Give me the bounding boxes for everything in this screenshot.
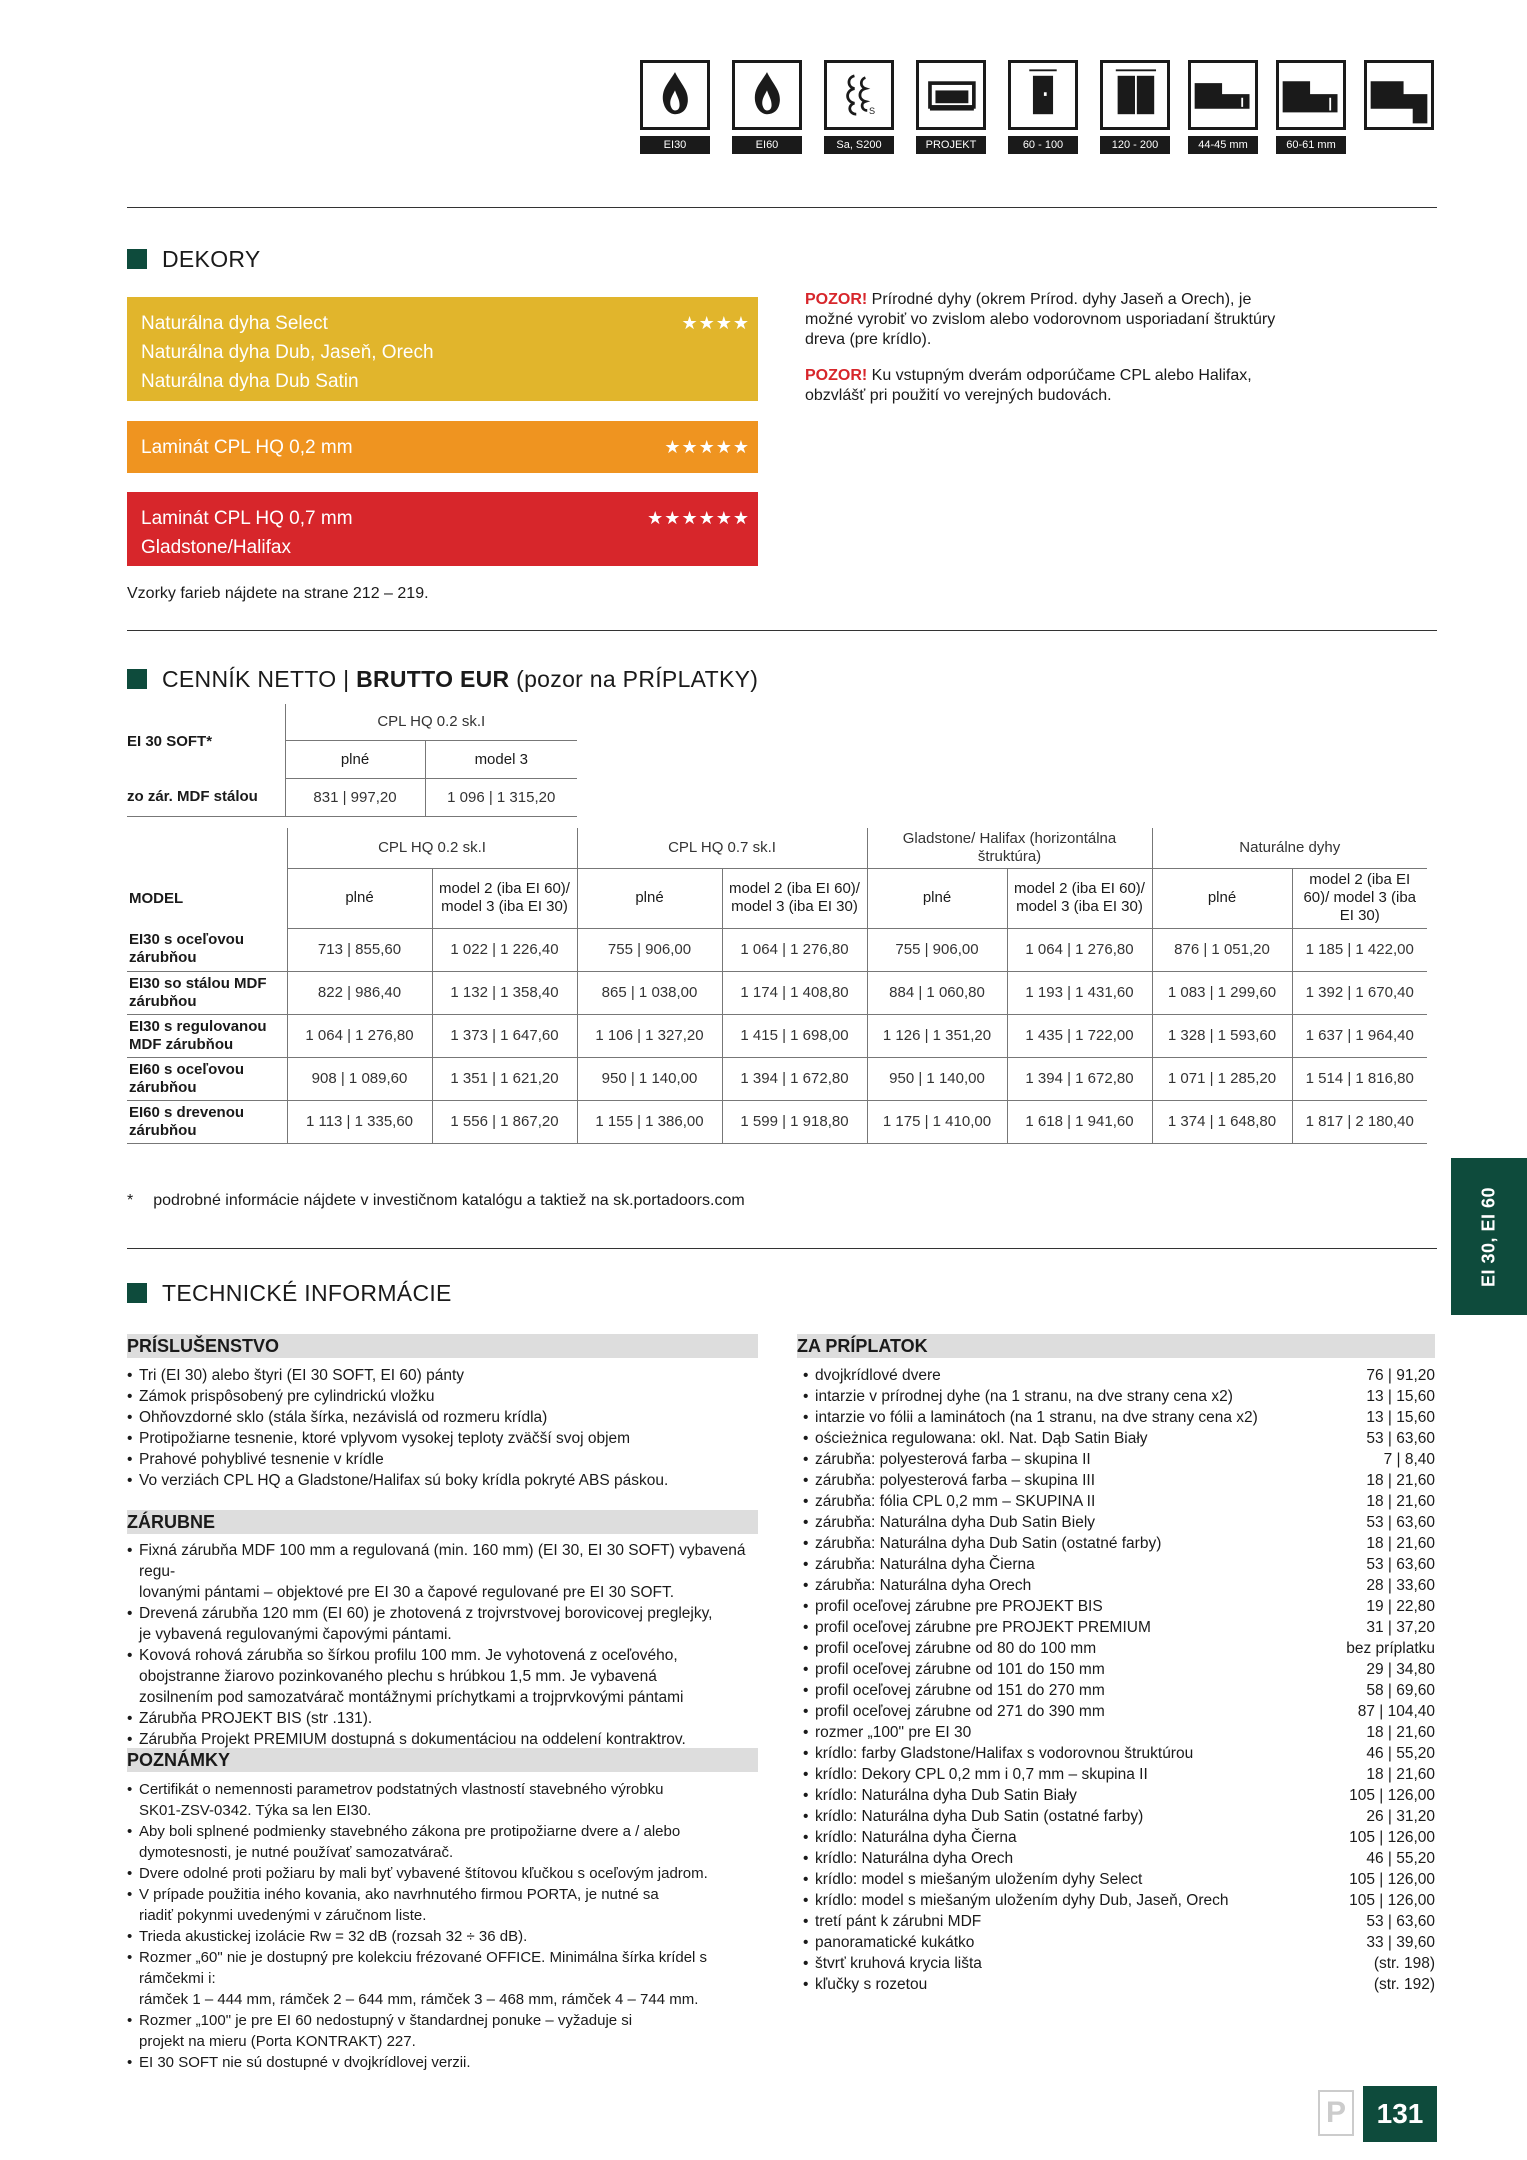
icon-label: EI60 (732, 136, 802, 154)
surcharge-price: 18 | 21,60 (1366, 1535, 1435, 1552)
divider (127, 207, 1437, 208)
col-header-plne: plné (1152, 868, 1292, 928)
price-cell: 755 | 906,00 (867, 928, 1007, 971)
price-cell: 1 083 | 1 299,60 (1152, 971, 1292, 1014)
list-item (803, 1575, 1435, 1596)
zarubne-list (127, 1540, 772, 1750)
row-label: EI60 s drevenou zárubňou (127, 1100, 287, 1143)
porta-logo-icon: P (1318, 2090, 1354, 2136)
surcharge-label: • krídlo: farby Gladstone/Halifax s vodorovnou štruktúrou (815, 1745, 1194, 1762)
list-item: • Certifikát o nemennosti parametrov podstatných vlastností stavebného výrobku SK01-ZSV-0342. Týka sa len EI30. (127, 1779, 772, 1821)
col-header-model: model 2 (iba EI 60)/ model 3 (iba EI 30) (1292, 868, 1427, 928)
list-item (803, 1911, 1435, 1932)
list-item: • Kovová rohová zárubňa so šírkou profilu 100 mm. Je vyhotovená z oceľového, obojstranne žiarovo pozinkovaného plechu s hrúbkou 1,5 mm. Je vybavená zosilnením pod samozatvárač montážnymi príchytkami a trojprvkovými pántami (127, 1645, 772, 1708)
list-item: • Zámok prispôsobený pre cylindrickú vložku (127, 1386, 767, 1407)
table-row (127, 1100, 1427, 1143)
soft-col-model3: model 3 (425, 740, 577, 778)
surcharge-label: • krídlo: Naturálna dyha Orech (815, 1850, 1014, 1867)
priplatok-list (803, 1365, 1435, 1995)
decor-yellow-line: Naturálna dyha Select (141, 313, 328, 334)
price-cell: 1 394 | 1 672,80 (722, 1057, 867, 1100)
surcharge-price: 19 | 22,80 (1366, 1598, 1435, 1615)
samples-note: Vzorky farieb nájdete na strane 212 – 219. (127, 585, 429, 602)
list-item (803, 1554, 1435, 1575)
subsection-zarubne: ZÁRUBNE (127, 1510, 758, 1534)
surcharge-price: 18 | 21,60 (1366, 1724, 1435, 1741)
col-header-plne: plné (577, 868, 722, 928)
list-item (803, 1449, 1435, 1470)
list-item (803, 1785, 1435, 1806)
surcharge-label: • intarzie vo fólii a laminátoch (na 1 stranu, na dve strany cena x2) (815, 1409, 1258, 1426)
list-item: • Drevená zárubňa 120 mm (EI 60) je zhotovená z trojvrstvovej borovicovej preglejky, je vybavená regulovanými čapovými pántami. (127, 1603, 772, 1645)
price-cell: 1 618 | 1 941,60 (1007, 1100, 1152, 1143)
list-item (803, 1512, 1435, 1533)
price-table-soft (127, 704, 577, 817)
list-item (803, 1491, 1435, 1512)
price-cell: 1 185 | 1 422,00 (1292, 928, 1427, 971)
list-item: • Protipožiarne tesnenie, ktoré vplyvom vysokej teploty zväčší svoj objem (127, 1428, 767, 1449)
list-item (803, 1743, 1435, 1764)
price-cell: 713 | 855,60 (287, 928, 432, 971)
price-cell: 865 | 1 038,00 (577, 971, 722, 1014)
list-item: • Fixná zárubňa MDF 100 mm a regulovaná (min. 160 mm) (EI 30, EI 30 SOFT) vybavená regu- lovanými pántami – objektové pre EI 30 a čapové regulované pre EI 30 SOFT. (127, 1540, 772, 1603)
surcharge-price: 28 | 33,60 (1366, 1577, 1435, 1594)
decor-red-box (127, 492, 758, 566)
list-item (803, 1428, 1435, 1449)
surcharge-label: • zárubňa: Naturálna dyha Orech (815, 1577, 1032, 1594)
surcharge-price: (str. 192) (1373, 1976, 1435, 1993)
list-item (803, 1953, 1435, 1974)
list-item (803, 1386, 1435, 1407)
price-cell: 1 064 | 1 276,80 (722, 928, 867, 971)
surcharge-label: • zárubňa: Naturálna dyha Čierna (815, 1556, 1035, 1573)
price-cell: 950 | 1 140,00 (867, 1057, 1007, 1100)
poznamky-list (127, 1779, 772, 2073)
price-cell: 822 | 986,40 (287, 971, 432, 1014)
list-item (803, 1764, 1435, 1785)
surcharge-label: • zárubňa: fólia CPL 0,2 mm – SKUPINA II (815, 1493, 1096, 1510)
row-label: EI30 so stálou MDF zárubňou (127, 971, 287, 1014)
price-cell: 1 113 | 1 335,60 (287, 1100, 432, 1143)
surcharge-price: 53 | 63,60 (1366, 1556, 1435, 1573)
price-cell: 1 514 | 1 816,80 (1292, 1057, 1427, 1100)
price-cell: 1 435 | 1 722,00 (1007, 1014, 1152, 1057)
single-door-icon (1008, 60, 1078, 130)
price-cell: 1 193 | 1 431,60 (1007, 971, 1152, 1014)
surcharge-price: (str. 198) (1373, 1955, 1435, 1972)
price-cell: 950 | 1 140,00 (577, 1057, 722, 1100)
price-table-main (127, 828, 1427, 1144)
surcharge-label: • krídlo: model s miešaným uložením dyhy Dub, Jaseň, Orech (815, 1892, 1229, 1909)
list-item (803, 1617, 1435, 1638)
surcharge-price: 105 | 126,00 (1349, 1871, 1435, 1888)
page-number: 131 (1363, 2086, 1437, 2142)
price-cell: 1 599 | 1 918,80 (722, 1100, 867, 1143)
surcharge-label: • tretí pánt k zárubni MDF (815, 1913, 982, 1930)
smoke-icon (824, 60, 894, 130)
thickness-60-icon (1276, 60, 1346, 130)
surcharge-label: • štvrť kruhová krycia lišta (815, 1955, 982, 1972)
surcharge-price: 31 | 37,20 (1366, 1619, 1435, 1636)
surcharge-price: 18 | 21,60 (1366, 1493, 1435, 1510)
col-header-model: model 2 (iba EI 60)/ model 3 (iba EI 30) (722, 868, 867, 928)
list-item (803, 1638, 1435, 1659)
list-item: • Zárubňa PROJEKT BIS (str .131). (127, 1708, 772, 1729)
divider (127, 1248, 1437, 1249)
col-header-plne: plné (867, 868, 1007, 928)
surcharge-price: 105 | 126,00 (1349, 1829, 1435, 1846)
icon-label: 60 - 100 (1008, 136, 1078, 154)
flame-icon (732, 60, 802, 130)
surcharge-label: • profil oceľovej zárubne pre PROJEKT PREMIUM (815, 1619, 1151, 1636)
price-cell: 876 | 1 051,20 (1152, 928, 1292, 971)
list-item: • Ohňovzdorné sklo (stála šírka, nezávislá od rozmeru krídla) (127, 1407, 767, 1428)
list-item (803, 1407, 1435, 1428)
icon-label: 60-61 mm (1276, 136, 1346, 154)
list-item: • Rozmer „100" je pre EI 60 nedostupný v štandardnej ponuke – vyžaduje si projekt na mieru (Porta KONTRAKT) 227. (127, 2010, 772, 2052)
group-header: CPL HQ 0.7 sk.I (577, 828, 867, 868)
surcharge-price: 46 | 55,20 (1366, 1850, 1435, 1867)
rebate-icon (1364, 60, 1434, 130)
col-header-model: model 2 (iba EI 60)/ model 3 (iba EI 30) (432, 868, 577, 928)
group-header: Gladstone/ Halifax (horizontálna štruktúra) (867, 828, 1152, 868)
surcharge-price: 18 | 21,60 (1366, 1472, 1435, 1489)
decor-notes (805, 290, 1285, 422)
footnote: * podrobné informácie nájdete v investičnom katalógu a taktiež na sk.portadoors.com (127, 1192, 745, 1209)
surcharge-label: • profil oceľovej zárubne od 151 do 270 mm (815, 1682, 1105, 1699)
subsection-prislusenstvo: PRÍSLUŠENSTVO (127, 1334, 758, 1358)
surcharge-label: • profil oceľovej zárubne od 80 do 100 mm (815, 1640, 1097, 1657)
surcharge-price: 53 | 63,60 (1366, 1514, 1435, 1531)
col-header-model: model 2 (iba EI 60)/ model 3 (iba EI 30) (1007, 868, 1152, 928)
price-cell: 1 064 | 1 276,80 (1007, 928, 1152, 971)
note-paragraph: POZOR! Ku vstupným dverám odporúčame CPL alebo Halifax, obzvlášť pri použití vo verejných budovách. (805, 367, 1252, 404)
list-item: • V prípade použitia iného kovania, ako navrhnutého firmou PORTA, je nutné sa riadiť pokynmi uvedenými v záručnom liste. (127, 1884, 772, 1926)
list-item (803, 1701, 1435, 1722)
icon-label: 120 - 200 (1100, 136, 1170, 154)
icon-label: Sa, S200 (824, 136, 894, 154)
decor-orange-box (127, 421, 758, 473)
surcharge-price: 26 | 31,20 (1366, 1808, 1435, 1825)
surcharge-price: 58 | 69,60 (1366, 1682, 1435, 1699)
surcharge-price: 53 | 63,60 (1366, 1913, 1435, 1930)
surcharge-label: • zárubňa: Naturálna dyha Dub Satin Biely (815, 1514, 1096, 1531)
list-item (803, 1533, 1435, 1554)
surcharge-price: 46 | 55,20 (1366, 1745, 1435, 1762)
soft-row-label: zo zár. MDF stálou (127, 778, 285, 816)
surcharge-price: 13 | 15,60 (1366, 1409, 1435, 1426)
divider (127, 630, 1437, 631)
list-item: • Vo verziách CPL HQ a Gladstone/Halifax sú boky krídla pokryté ABS páskou. (127, 1470, 767, 1491)
decor-yellow-line: Naturálna dyha Dub Satin (141, 371, 359, 392)
rating-stars: ★★★★★★ (647, 508, 750, 528)
project-door-icon (916, 60, 986, 130)
surcharge-label: • intarzie v prírodnej dyhe (na 1 stranu, na dve strany cena x2) (815, 1388, 1233, 1405)
list-item (803, 1932, 1435, 1953)
surcharge-price: 105 | 126,00 (1349, 1892, 1435, 1909)
price-cell: 1 155 | 1 386,00 (577, 1100, 722, 1143)
list-item (803, 1827, 1435, 1848)
list-item (803, 1974, 1435, 1995)
surcharge-label: • krídlo: model s miešaným uložením dyhy Select (815, 1871, 1143, 1888)
surcharge-label: • krídlo: Naturálna dyha Dub Satin Biały (815, 1787, 1077, 1804)
rating-stars: ★★★★★ (664, 437, 750, 457)
price-cell: 1 351 | 1 621,20 (432, 1057, 577, 1100)
surcharge-price: 7 | 8,40 (1383, 1451, 1435, 1468)
list-item: • Trieda akustickej izolácie Rw = 32 dB (rozsah 32 ÷ 36 dB). (127, 1926, 772, 1947)
surcharge-label: • profil oceľovej zárubne od 101 do 150 mm (815, 1661, 1105, 1678)
price-cell: 1 817 | 2 180,40 (1292, 1100, 1427, 1143)
table-row (127, 928, 1427, 971)
side-tab: EI 30, EI 60 (1451, 1158, 1527, 1315)
price-cell: 1 064 | 1 276,80 (287, 1014, 432, 1057)
group-header: Naturálne dyhy (1152, 828, 1427, 868)
price-cell: 1 392 | 1 670,40 (1292, 971, 1427, 1014)
price-cell: 1 126 | 1 351,20 (867, 1014, 1007, 1057)
section-marker-icon (127, 1283, 147, 1303)
price-cell: 1 394 | 1 672,80 (1007, 1057, 1152, 1100)
surcharge-price: 13 | 15,60 (1366, 1388, 1435, 1405)
price-cell: 1 415 | 1 698,00 (722, 1014, 867, 1057)
rating-stars: ★★★★ (681, 313, 750, 333)
price-cell: 1 022 | 1 226,40 (432, 928, 577, 971)
list-item (803, 1806, 1435, 1827)
price-cell: 1 637 | 1 964,40 (1292, 1014, 1427, 1057)
list-item: • Prahové pohyblivé tesnenie v krídle (127, 1449, 767, 1470)
decor-yellow-line: Naturálna dyha Dub, Jaseň, Orech (141, 342, 434, 363)
soft-price: 831 | 997,20 (285, 778, 425, 816)
surcharge-price: 18 | 21,60 (1366, 1766, 1435, 1783)
icon-label: PROJEKT (916, 136, 986, 154)
list-item (803, 1659, 1435, 1680)
surcharge-price: 105 | 126,00 (1349, 1787, 1435, 1804)
section-marker-icon (127, 669, 147, 689)
surcharge-label: • ościeżnica regulowana: okl. Nat. Dąb Satin Biały (815, 1430, 1148, 1447)
section-title-tech: TECHNICKÉ INFORMÁCIE (127, 1280, 452, 1307)
price-cell: 1 132 | 1 358,40 (432, 971, 577, 1014)
row-label: EI30 s oceľovou zárubňou (127, 928, 287, 971)
surcharge-label: • krídlo: Naturálna dyha Čierna (815, 1829, 1017, 1846)
soft-group-header: CPL HQ 0.2 sk.I (285, 704, 577, 740)
section-title-dekory: DEKORY (127, 246, 261, 273)
price-cell: 1 106 | 1 327,20 (577, 1014, 722, 1057)
surcharge-price: 29 | 34,80 (1366, 1661, 1435, 1678)
model-header: MODEL (129, 889, 184, 907)
surcharge-label: • zárubňa: polyesterová farba – skupina II (815, 1451, 1091, 1468)
surcharge-label: • rozmer „100" pre EI 30 (815, 1724, 972, 1741)
surcharge-label: • panoramatické kukátko (815, 1934, 975, 1951)
soft-model-label: EI 30 SOFT* (127, 732, 213, 750)
surcharge-price: 76 | 91,20 (1366, 1367, 1435, 1384)
surcharge-label: • zárubňa: polyesterová farba – skupina III (815, 1472, 1096, 1489)
icon-label: EI30 (640, 136, 710, 154)
price-cell: 755 | 906,00 (577, 928, 722, 971)
list-item (803, 1890, 1435, 1911)
list-item: • Dvere odolné proti požiaru by mali byť vybavené štítovou kľučkou s oceľovým jadrom. (127, 1863, 772, 1884)
surcharge-label: • krídlo: Naturálna dyha Dub Satin (ostatné farby) (815, 1808, 1144, 1825)
table-row (127, 1014, 1427, 1057)
decor-red-line: Laminát CPL HQ 0,7 mm (141, 508, 353, 529)
price-cell: 908 | 1 089,60 (287, 1057, 432, 1100)
price-cell: 1 556 | 1 867,20 (432, 1100, 577, 1143)
list-item: • Rozmer „60" nie je dostupný pre kolekciu frézované OFFICE. Minimálna šírka krídel s rámčekmi i: rámček 1 – 444 mm, rámček 2 – 644 mm, rámček 3 – 468 mm, rámček 4 – 744 mm. (127, 1947, 772, 2010)
table-row (127, 971, 1427, 1014)
note-paragraph: POZOR! Prírodné dyhy (okrem Prírod. dyhy Jaseň a Orech), je možné vyrobiť vo zvislom alebo vodorovnom usporiadaní štruktúry dreva (pre krídlo). (805, 291, 1276, 348)
surcharge-label: • profil oceľovej zárubne pre PROJEKT BIS (815, 1598, 1103, 1615)
icon-label: 44-45 mm (1188, 136, 1258, 154)
svg-text:S: S (869, 106, 876, 117)
list-item: • EI 30 SOFT nie sú dostupné v dvojkrídlovej verzii. (127, 2052, 772, 2073)
surcharge-price: 33 | 39,60 (1366, 1934, 1435, 1951)
surcharge-price: 87 | 104,40 (1357, 1703, 1435, 1720)
list-item (803, 1848, 1435, 1869)
list-item (803, 1869, 1435, 1890)
price-cell: 1 071 | 1 285,20 (1152, 1057, 1292, 1100)
surcharge-label: • zárubňa: Naturálna dyha Dub Satin (ostatné farby) (815, 1535, 1162, 1552)
soft-col-plne: plné (285, 740, 425, 778)
list-item: • Zárubňa Projekt PREMIUM dostupná s dokumentáciou na oddelení kontraktrov. (127, 1729, 772, 1750)
list-item (803, 1680, 1435, 1701)
decor-orange-line: Laminát CPL HQ 0,2 mm (141, 437, 353, 458)
price-cell: 1 373 | 1 647,60 (432, 1014, 577, 1057)
surcharge-price: bez príplatku (1346, 1640, 1435, 1657)
surcharge-price: 53 | 63,60 (1366, 1430, 1435, 1447)
subsection-priplatok: ZA PRÍPLATOK (797, 1334, 1435, 1358)
flame-icon (640, 60, 710, 130)
subsection-poznamky: POZNÁMKY (127, 1748, 758, 1772)
decor-yellow-box (127, 297, 758, 401)
list-item: • Tri (EI 30) alebo štyri (EI 30 SOFT, EI 60) pánty (127, 1365, 767, 1386)
surcharge-label: • profil oceľovej zárubne od 271 do 390 mm (815, 1703, 1105, 1720)
prislusenstvo-list (127, 1365, 767, 1491)
list-item (803, 1596, 1435, 1617)
row-label: EI30 s regulovanou MDF zárubňou (127, 1014, 287, 1057)
list-item (803, 1470, 1435, 1491)
table-row (127, 1057, 1427, 1100)
section-marker-icon (127, 249, 147, 269)
col-header-plne: plné (287, 868, 432, 928)
row-label: EI60 s oceľovou zárubňou (127, 1057, 287, 1100)
soft-price: 1 096 | 1 315,20 (425, 778, 577, 816)
price-cell: 1 374 | 1 648,80 (1152, 1100, 1292, 1143)
group-header: CPL HQ 0.2 sk.I (287, 828, 577, 868)
list-item (803, 1365, 1435, 1386)
price-cell: 884 | 1 060,80 (867, 971, 1007, 1014)
surcharge-label: • dvojkrídlové dvere (815, 1367, 941, 1384)
surcharge-label: • krídlo: Dekory CPL 0,2 mm i 0,7 mm – skupina II (815, 1766, 1148, 1783)
price-cell: 1 328 | 1 593,60 (1152, 1014, 1292, 1057)
price-cell: 1 174 | 1 408,80 (722, 971, 867, 1014)
section-title-cennik: CENNÍK NETTO | BRUTTO EUR (pozor na PRÍPLATKY) (127, 666, 758, 693)
list-item: • Aby boli splnené podmienky stavebného zákona pre protipožiarne dvere a / alebo dymotesnosti, je nutné používať samozatvárač. (127, 1821, 772, 1863)
price-cell: 1 175 | 1 410,00 (867, 1100, 1007, 1143)
decor-red-line: Gladstone/Halifax (141, 537, 291, 558)
thickness-44-icon (1188, 60, 1258, 130)
list-item (803, 1722, 1435, 1743)
surcharge-label: • kľučky s rozetou (815, 1976, 928, 1993)
double-door-icon (1100, 60, 1170, 130)
